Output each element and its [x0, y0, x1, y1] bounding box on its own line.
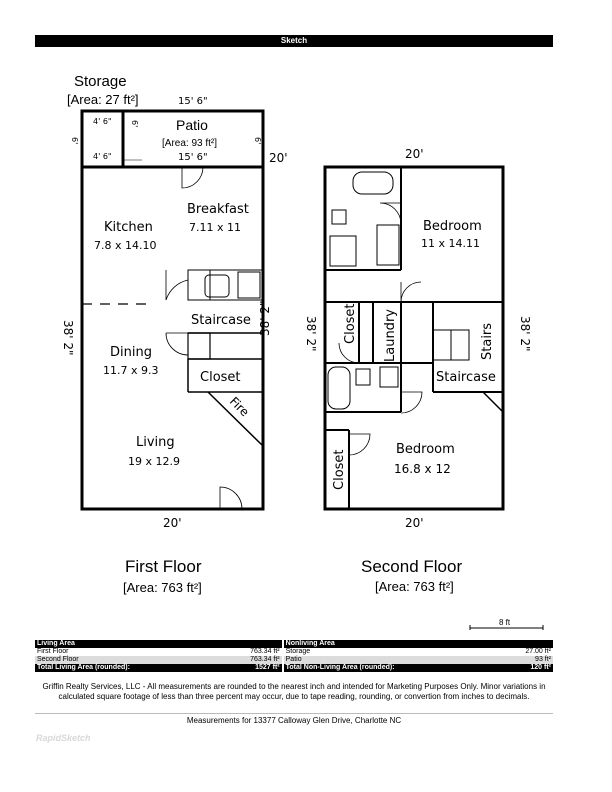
first-floor-title: First Floor — [125, 557, 202, 576]
dining-size: 11.7 x 9.3 — [103, 364, 159, 377]
total-living-val: 1527 ft² — [218, 664, 283, 672]
storage-door — [123, 141, 142, 160]
storage-label: Storage — [74, 73, 127, 90]
toilet-upper — [332, 210, 346, 224]
dim-bottom-2: 20' — [405, 516, 424, 530]
bedroom2-name: Bedroom — [396, 442, 455, 457]
area-table-header — [35, 640, 553, 648]
breakfast-size: 7.11 x 11 — [189, 221, 241, 234]
door-bedroom2 — [401, 392, 422, 413]
toilet-lower — [356, 369, 370, 385]
second-floor-title: Second Floor — [361, 557, 463, 576]
bedroom1-size: 11 x 14.11 — [421, 237, 480, 250]
dim-patio-bottom: 15' 6" — [178, 152, 208, 163]
dim-bottom: 20' — [163, 516, 182, 530]
area-table — [35, 640, 553, 672]
dim-right-2: 38' 2" — [518, 316, 532, 352]
scale-label: 8 ft — [499, 618, 511, 627]
staircase2-name: Staircase — [436, 370, 496, 385]
dim-top-2: 20' — [405, 147, 424, 161]
door-swing-kitchen — [166, 270, 188, 300]
dim-storage-side: 6' — [70, 137, 79, 145]
kitchen-name: Kitchen — [104, 220, 153, 235]
row2-nonliving-name: Patio — [283, 656, 497, 664]
second-floor-area: [Area: 763 ft²] — [375, 579, 454, 594]
rapidsketch-logo: RapidSketch — [36, 733, 91, 743]
closet2-name: Closet — [332, 449, 347, 490]
floor-titles — [123, 557, 462, 595]
vanity-lower — [380, 367, 398, 387]
nonliving-area-header: Nonliving Area — [283, 640, 553, 648]
counter — [188, 270, 210, 300]
range — [205, 275, 229, 297]
kitchen-size: 7.8 x 14.10 — [94, 239, 157, 252]
sink-counter — [238, 272, 260, 298]
first-floor-area: [Area: 763 ft²] — [123, 580, 202, 595]
living-name: Living — [136, 435, 175, 450]
second-floor-labels — [304, 147, 532, 530]
dim-storage-bottom: 4' 6" — [93, 152, 112, 161]
row2-nonliving-val: 93 ft² — [497, 656, 553, 664]
shower-upper — [330, 236, 356, 266]
dim-patio-right-side: 6' — [253, 137, 262, 145]
door-swing-front — [220, 487, 242, 509]
closet1-name: Closet — [343, 303, 358, 344]
patio-label: Patio — [176, 117, 208, 133]
door-swing-staircase — [166, 333, 188, 355]
laundry-name: Laundry — [383, 309, 398, 362]
row1-living-name: First Floor — [37, 648, 69, 655]
bathtub-lower — [328, 367, 350, 409]
total-nonliving-val: 120 ft² — [497, 664, 553, 672]
door-swing-breakfast — [182, 167, 203, 188]
bedroom2-size: 16.8 x 12 — [394, 462, 451, 476]
fire-name: Fire — [226, 394, 252, 420]
total-nonliving-label: Total Non-Living Area (rounded): — [283, 664, 497, 672]
table-row — [35, 648, 553, 656]
scale-bar — [470, 618, 543, 630]
dim-storage-top: 4' 6" — [93, 117, 112, 126]
dim-patio-inner-side: 6' — [130, 120, 139, 128]
stair-step — [188, 333, 210, 359]
row2-living-name: Second Floor — [35, 656, 218, 664]
door-bedroom1 — [380, 203, 401, 224]
closet-name: Closet — [200, 370, 241, 385]
dim-left: 38' 2" — [61, 320, 75, 356]
staircase-name: Staircase — [191, 313, 251, 328]
breakfast-name: Breakfast — [187, 202, 249, 217]
first-floor-labels — [61, 73, 288, 530]
address: Measurements for 13377 Calloway Glen Drive, Charlotte NC — [186, 716, 402, 725]
dim-left-2: 38' 2" — [304, 316, 318, 352]
bathtub-upper — [353, 172, 393, 194]
table-row — [35, 656, 553, 664]
door-closet1 — [339, 343, 359, 363]
header-title: Sketch — [280, 36, 308, 45]
patio-area: [Area: 93 ft²] — [162, 138, 218, 149]
living-size: 19 x 12.9 — [128, 455, 180, 468]
bedroom1-name: Bedroom — [423, 219, 482, 234]
dim-top-patio: 15' 6" — [178, 96, 208, 107]
dim-right: 38' 2" — [258, 300, 272, 336]
door-closet2 — [349, 434, 370, 455]
staircase-diagonal — [483, 392, 503, 412]
stairs-name: Stairs — [480, 322, 495, 360]
row1-nonliving-val: 27.00 ft² — [525, 648, 551, 655]
row2-living-val: 763.34 ft² — [218, 656, 283, 664]
total-living-label: Total Living Area (rounded): — [35, 664, 218, 672]
storage-area: [Area: 27 ft²] — [67, 92, 139, 107]
divider — [35, 713, 553, 714]
dim-right-top: 20' — [269, 151, 288, 165]
dining-name: Dining — [110, 345, 152, 360]
living-area-header: Living Area — [35, 640, 283, 648]
door-bedroom1-hall — [401, 282, 421, 302]
totals-row — [35, 664, 553, 672]
row1-living-val: 763.34 ft² — [250, 648, 280, 655]
vanity-upper — [377, 225, 399, 265]
disclaimer: Griffin Realty Services, LLC - All measurements are rounded to the nearest inch and intended for Marketing Purposes Only. Minor variations in calculated square footage of less than three percent may occur, due to tape reading, rounding, or convertion from inches to decimals. — [42, 682, 546, 701]
row1-nonliving-name: Storage — [283, 648, 497, 656]
